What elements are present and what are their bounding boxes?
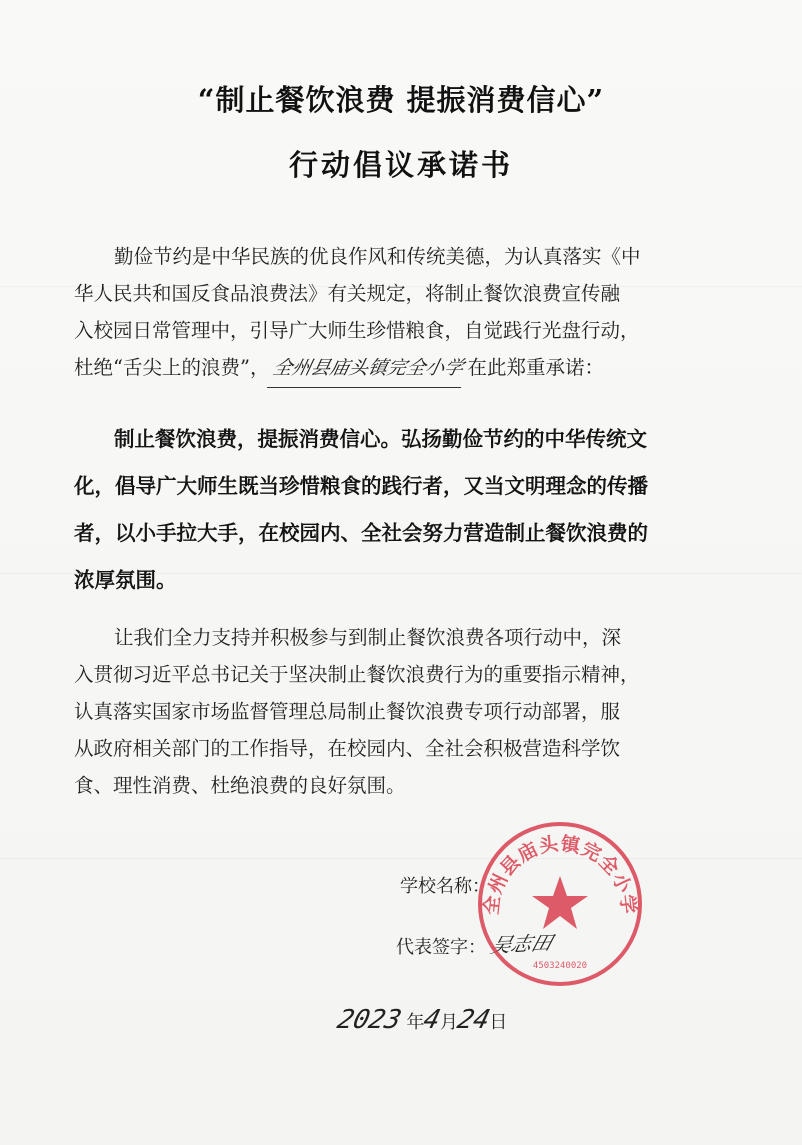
paragraph-line: 勤俭节约是中华民族的优良作风和传统美德，为认真落实《中 — [114, 245, 641, 268]
paragraph-line: 食、理性消费、杜绝浪费的良好氛围。 — [74, 774, 406, 797]
paragraph-line: 入贯彻习近平总书记关于坚决制止餐饮浪费行为的重要指示精神， — [74, 663, 640, 686]
paragraph-line: 入校园日常管理中，引导广大师生珍惜粮食，自觉践行光盘行动， — [74, 319, 640, 342]
fold-line — [0, 858, 802, 859]
paragraph-line: 者，以小手拉大手，在校园内、全社会努力营造制止餐饮浪费的 — [74, 521, 648, 545]
representative-label: 代表签字： — [396, 937, 486, 958]
text-segment: 杜绝“舌尖上的浪费”， — [74, 356, 270, 379]
seal-star-icon — [532, 876, 588, 929]
date-day: 24 — [454, 1005, 494, 1035]
paragraph-line — [74, 349, 674, 386]
paragraph-line: 从政府相关部门的工作指导，在校园内、全社会积极营造科学饮 — [74, 737, 621, 760]
paragraph-line: 制止餐饮浪费，提振消费信心。弘扬勤俭节约的中华传统文 — [114, 427, 647, 451]
seal-text: 全州县庙头镇完全小学 — [480, 832, 640, 916]
date-year-unit: 年 — [406, 1012, 425, 1033]
school-name-label: 学校名称： — [400, 876, 490, 897]
handwritten-school-name: 全州县庙头镇完全小学 — [267, 350, 469, 388]
paragraph-commitment — [74, 416, 674, 604]
date-day-unit: 日 — [489, 1012, 508, 1033]
paragraph-line: 华人民共和国反食品浪费法》有关规定，将制止餐饮浪费宣传融 — [74, 282, 621, 305]
date-line — [334, 1005, 508, 1035]
date-year: 2023 — [334, 1005, 405, 1035]
date-month: 4 — [420, 1005, 444, 1035]
paragraph-line: 浓厚氛围。 — [74, 568, 177, 592]
seal-code: 4503240020 — [532, 961, 588, 971]
representative-signature: 吴志田 — [487, 930, 556, 958]
paragraph-line: 认真落实国家市场监督管理总局制止餐饮浪费专项行动部署，服 — [74, 700, 621, 723]
paragraph-line: 化，倡导广大师生既当珍惜粮食的践行者，又当文明理念的传播 — [74, 474, 648, 498]
text-segment: 在此郑重承诺： — [467, 356, 604, 379]
document-title-line1: “制止餐饮浪费 提振消费信心” — [197, 83, 605, 117]
document-title-line2: 行动倡议承诺书 — [288, 148, 513, 182]
paragraph-intro — [74, 238, 674, 386]
date-month-unit: 月 — [440, 1012, 459, 1033]
paragraph-line: 让我们全力支持并积极参与到制止餐饮浪费各项行动中，深 — [114, 626, 622, 649]
paragraph-call-to-action — [74, 619, 674, 804]
school-seal-stamp — [474, 818, 646, 990]
